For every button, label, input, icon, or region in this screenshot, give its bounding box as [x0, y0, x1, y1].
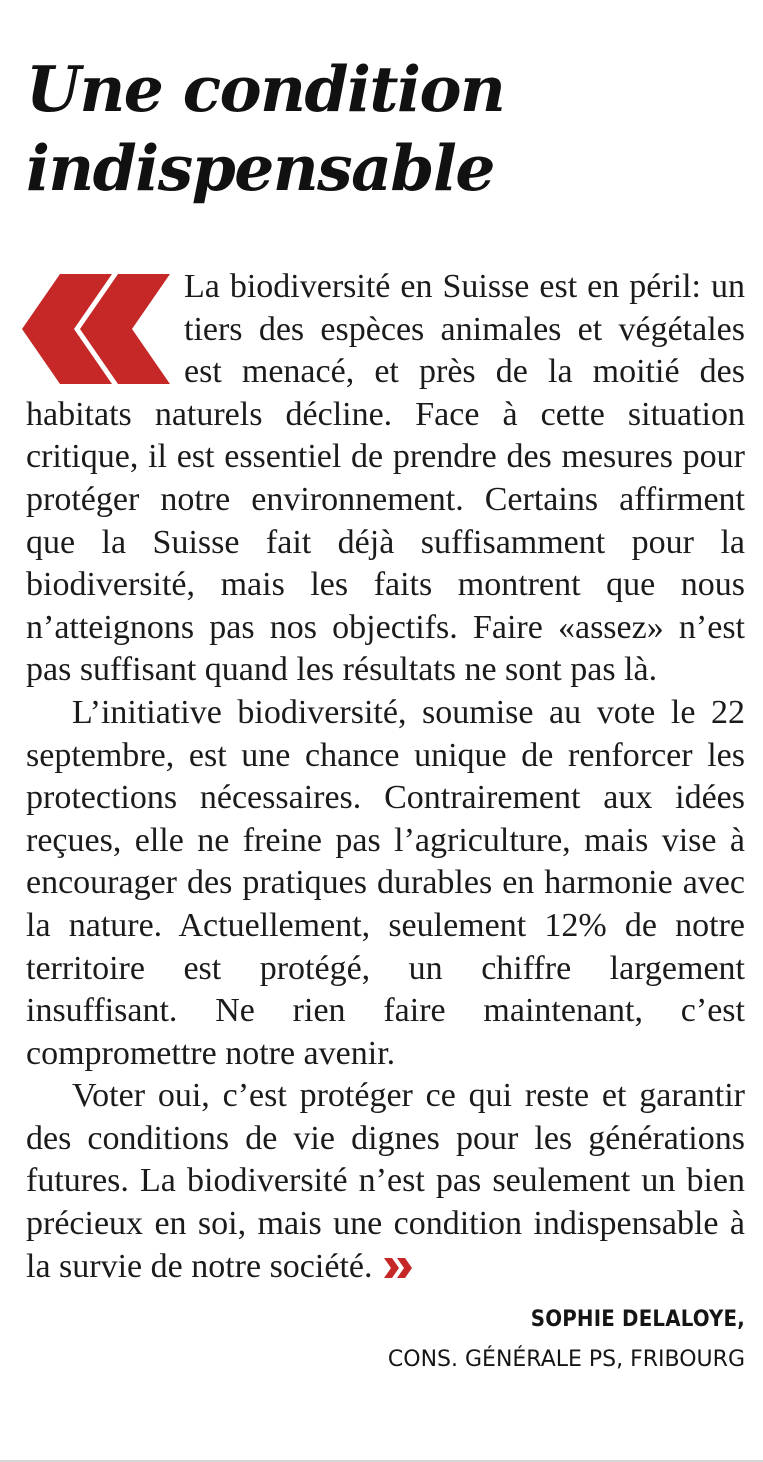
article-body: [26, 266, 745, 1288]
closing-quote-icon: [384, 1258, 414, 1278]
headline-line-2: indispensable: [26, 131, 494, 205]
opening-quote-icon: [22, 274, 172, 384]
paragraph-2: L’initiative biodiversité, soumise au vote le 22 septembre, est une chance unique de renforcer les protections nécessaires. Contrairement aux idées reçues, elle ne freine pas l’agriculture, mais vise à encourager des pratiques durables en harmonie avec la nature. Actuellement, seulement 12% de notre territoire est protégé, un chiffre largement insuffisant. Ne rien faire maintenant, c’est compromettre notre avenir.: [26, 693, 745, 1072]
author-role: CONS. GÉNÉRALE PS, FRIBOURG: [387, 1347, 745, 1373]
letter-article: [26, 50, 745, 1380]
signature: [26, 1300, 745, 1380]
paragraph-1: La biodiversité en Suisse est en péril: un tiers des espèces animales et végétales est menacé, et près de la moitié des habitats naturels décline. Face à cette situation critique, il est essentiel de prendre des mesures pour protéger notre environnement. Certains affirment que la Suisse fait déjà suffisamment pour la biodiversité, mais les faits montrent que nous n’atteignons pas nos objectifs. Faire «assez» n’est pas suffisant quand les résultats ne sont pas là.: [26, 268, 745, 689]
article-headline: [26, 50, 745, 208]
headline-line-1: Une condition: [26, 52, 505, 126]
paragraph-3-container: [26, 1075, 745, 1288]
paragraph-3: Voter oui, c’est protéger ce qui reste et garantir des conditions de vie dignes pour les générations futures. La biodiversité n’est pas seulement un bien précieux en soi, mais une condition indispensable à la survie de notre société.: [26, 1077, 745, 1285]
author-name: SOPHIE DELALOYE,: [530, 1307, 745, 1333]
